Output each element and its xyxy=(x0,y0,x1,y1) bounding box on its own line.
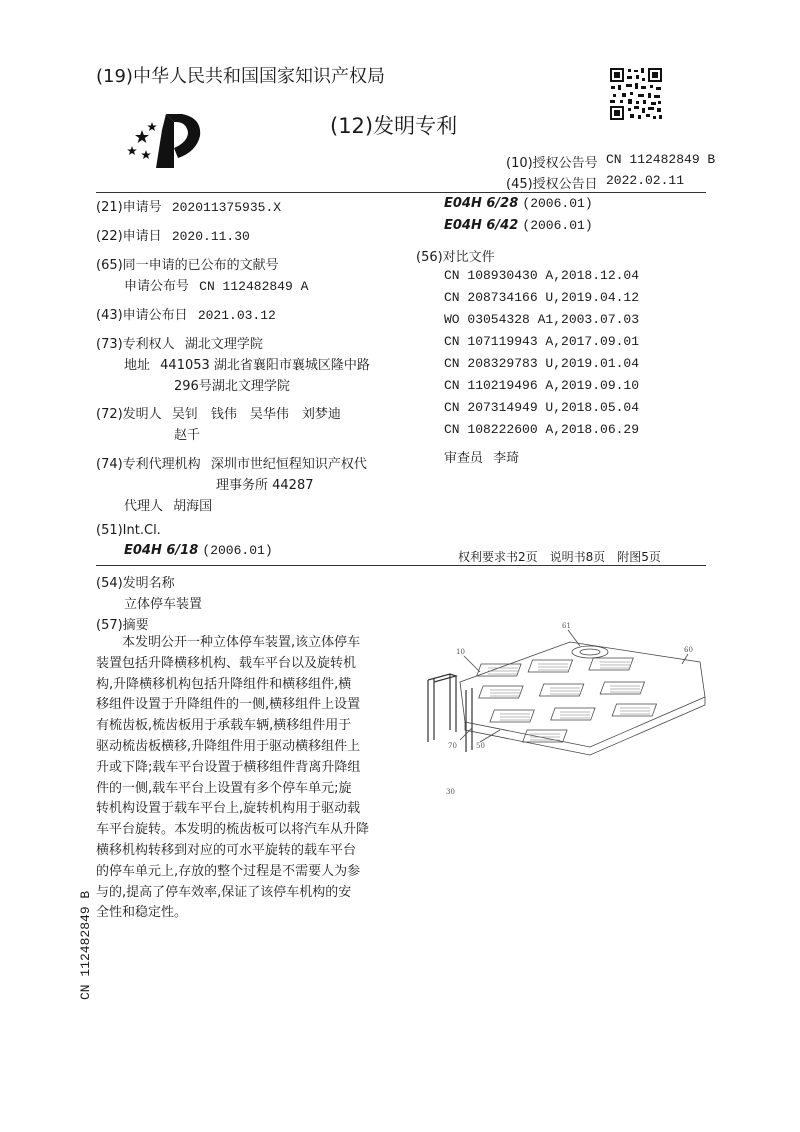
abstract-line: 转机构设置于载车平台上,旋转机构用于驱动载 xyxy=(96,801,361,817)
abstract-line: 本发明公开一种立体停车装置,该立体停车 xyxy=(122,635,361,650)
ipc-row-1 xyxy=(444,196,593,211)
grant-date-label: (45)授权公告日 xyxy=(506,177,598,192)
agent-value: 胡海国 xyxy=(173,499,213,514)
publication-number-label: 申请公布号 xyxy=(124,279,190,294)
inventors-line-1: 吴钊 钱伟 吴华伟 刘梦迪 xyxy=(171,407,341,422)
abstract-line: 横移机构转移到对应的可水平旋转的载车平台 xyxy=(96,842,357,858)
document-type: (12)发明专利 xyxy=(330,114,458,138)
agency-label: (74)专利代理机构 xyxy=(96,457,201,472)
application-number-row xyxy=(96,196,281,215)
publication-date-value: 2021.03.12 xyxy=(197,308,276,323)
figure-label: 50 xyxy=(476,742,485,750)
pages-summary: 权利要求书2页 说明书8页 附图5页 xyxy=(458,550,661,564)
examiner-value: 李琦 xyxy=(493,451,520,466)
ipc-version-2: (2006.01) xyxy=(522,218,593,233)
publication-date-label: (43)申请公布日 xyxy=(96,308,188,323)
application-date-label: (22)申请日 xyxy=(96,229,162,244)
figure-label: 61 xyxy=(562,622,571,630)
figure-label: 70 xyxy=(448,742,457,750)
intcl-label: (51)Int.Cl. xyxy=(96,523,161,538)
grant-number-label: (10)授权公告号 xyxy=(506,156,598,171)
abstract-line: 升或下降;载车平台设置于横移组件背离升降组 xyxy=(96,759,361,775)
agency-line-2: 理事务所 44287 xyxy=(216,478,314,493)
qr-code xyxy=(608,66,664,122)
reference-item: CN 108930430 A,2018.12.04 xyxy=(444,268,640,283)
inventors-label: (72)发明人 xyxy=(96,407,162,422)
agency-line-1: 深圳市世纪恒程知识产权代 xyxy=(210,457,367,472)
abstract-line: 有梳齿板,梳齿板用于承载车辆,横移组件用于 xyxy=(96,718,352,734)
address-label: 地址 xyxy=(124,358,151,373)
prior-publication-label: (65)同一申请的已公布的文献号 xyxy=(96,258,279,273)
invention-title: 立体停车装置 xyxy=(124,597,203,612)
agent-label: 代理人 xyxy=(124,499,164,514)
examiner-label: 审查员 xyxy=(444,451,484,466)
ipc-code-2: E04H 6/42 xyxy=(444,218,519,233)
application-number-label: (21)申请号 xyxy=(96,200,162,215)
intcl-version: (2006.01) xyxy=(202,543,273,558)
header-divider xyxy=(96,192,706,193)
inventors-line-2: 赵千 xyxy=(174,428,201,443)
title-label: (54)发明名称 xyxy=(96,576,175,591)
application-date-value: 2020.11.30 xyxy=(171,229,250,244)
ipc-code-1: E04H 6/28 xyxy=(444,196,519,211)
reference-item: CN 110219496 A,2019.09.10 xyxy=(444,378,640,393)
office-name: (19)中华人民共和国国家知识产权局 xyxy=(96,66,385,87)
reference-item: CN 107119943 A,2017.09.01 xyxy=(444,334,640,349)
application-date-row xyxy=(96,225,250,244)
abstract-line: 全性和稳定性。 xyxy=(96,905,188,921)
patentee-value: 湖北文理学院 xyxy=(184,337,263,352)
patentee-row xyxy=(96,333,263,352)
lifting-tower xyxy=(428,674,472,752)
figure-label: 60 xyxy=(684,646,693,654)
figure-label: 10 xyxy=(456,648,465,656)
abstract-line: 移组件设置于升降组件的一侧,横移组件上设置 xyxy=(96,697,361,713)
grant-date-value: 2022.02.11 xyxy=(606,173,685,188)
address-line-2: 296号湖北文理学院 xyxy=(174,379,290,394)
agency-row xyxy=(96,453,367,472)
application-number-value: 202011375935.X xyxy=(171,200,282,215)
ipc-version-1: (2006.01) xyxy=(522,196,593,211)
examiner-row xyxy=(444,447,519,466)
abstract-text xyxy=(96,633,388,924)
abstract-line: 与的,提高了停车效率,保证了该停车机构的安 xyxy=(96,884,352,900)
abstract-line: 车平台旋转。本发明的梳齿板可以将汽车从升降 xyxy=(96,822,370,838)
abstract-figure xyxy=(420,612,720,802)
publication-date-row xyxy=(96,304,276,323)
cnipa-logo-icon xyxy=(126,108,210,172)
abstract-line: 装置包括升降横移机构、载车平台以及旋转机 xyxy=(96,655,357,671)
bibliography-divider xyxy=(96,565,706,566)
reference-item: CN 108222600 A,2018.06.29 xyxy=(444,422,640,437)
figure-label: 30 xyxy=(446,788,455,796)
abstract-label: (57)摘要 xyxy=(96,618,149,633)
intcl-row xyxy=(124,543,273,558)
grant-number-value: CN 112482849 B xyxy=(606,152,716,167)
ipc-row-2 xyxy=(444,218,593,233)
reference-item: WO 03054328 A1,2003.07.03 xyxy=(444,312,640,327)
publication-number-row xyxy=(124,275,308,294)
publication-number-value: CN 112482849 A xyxy=(199,279,309,294)
abstract-line: 的停车单元上,存放的整个过程是不需要人为参 xyxy=(96,863,361,879)
reference-item: CN 208734166 U,2019.04.12 xyxy=(444,290,640,305)
rotation-disc xyxy=(572,646,608,658)
references-label: (56)对比文件 xyxy=(416,250,495,265)
address-line-1: 441053 湖北省襄阳市襄城区隆中路 xyxy=(160,358,370,373)
address-row xyxy=(124,354,370,373)
abstract-line: 驱动梳齿板横移,升降组件用于驱动横移组件上 xyxy=(96,738,361,754)
intcl-code: E04H 6/18 xyxy=(124,543,199,558)
side-publication-number: CN 112482849 B xyxy=(78,890,93,1000)
abstract-line: 件的一侧,载车平台上设置有多个停车单元;旋 xyxy=(96,780,352,796)
abstract-line: 构,升降横移机构包括升降组件和横移组件,横 xyxy=(96,676,352,692)
inventors-row xyxy=(96,403,341,422)
reference-item: CN 207314949 U,2018.05.04 xyxy=(444,400,640,415)
reference-item: CN 208329783 U,2019.01.04 xyxy=(444,356,640,371)
patentee-label: (73)专利权人 xyxy=(96,337,175,352)
agent-row xyxy=(124,495,212,514)
